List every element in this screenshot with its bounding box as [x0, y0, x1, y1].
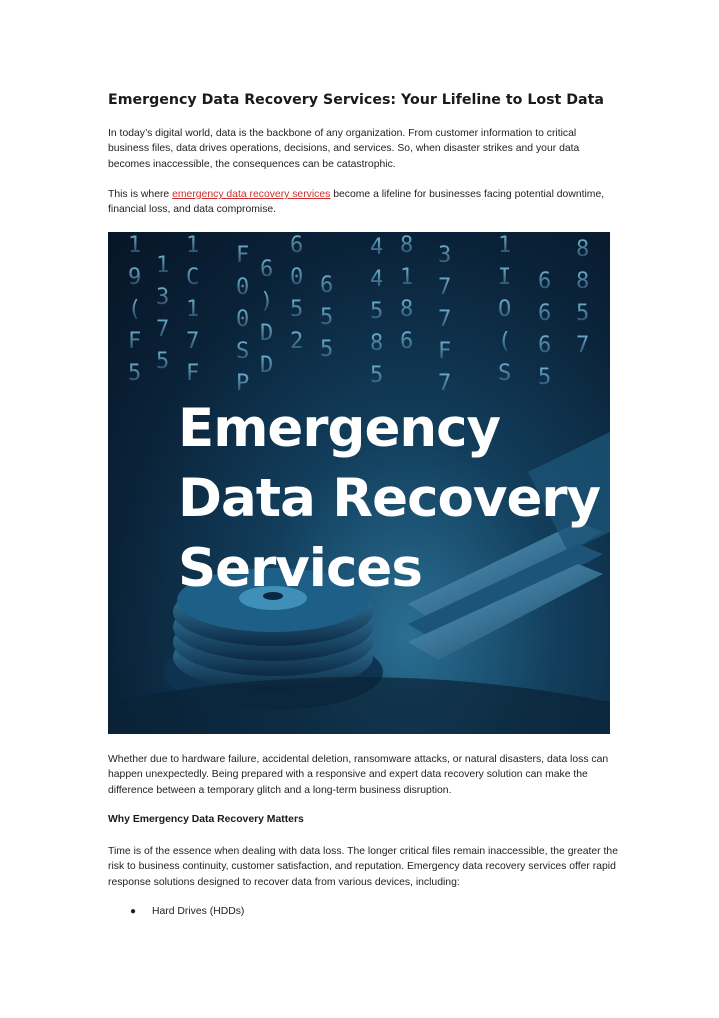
svg-text:7: 7 — [438, 371, 452, 396]
page-title: Emergency Data Recovery Services: Your Lifeline to Lost Data — [108, 92, 604, 108]
svg-text:5: 5 — [370, 363, 384, 388]
binary-rain-decoration — [128, 233, 589, 396]
svg-text:9: 9 — [128, 265, 142, 290]
svg-text:8: 8 — [400, 297, 414, 322]
svg-text:5: 5 — [538, 365, 552, 390]
svg-text:0: 0 — [290, 265, 304, 290]
hero-line-1: Emergency — [178, 398, 501, 459]
svg-text:6: 6 — [400, 329, 414, 354]
device-list — [108, 904, 608, 919]
svg-text:1: 1 — [156, 253, 170, 278]
lifeline-paragraph — [108, 187, 620, 218]
svg-text:0: 0 — [236, 275, 250, 300]
svg-text:D: D — [260, 321, 274, 346]
svg-text:6: 6 — [538, 301, 552, 326]
svg-text:2: 2 — [290, 329, 304, 354]
svg-text:4: 4 — [370, 235, 384, 260]
svg-text:F: F — [236, 243, 250, 268]
hero-line-3: Services — [178, 538, 422, 599]
svg-text:8: 8 — [400, 233, 414, 258]
svg-text:(: ( — [128, 297, 142, 322]
svg-text:F: F — [186, 361, 200, 386]
svg-text:I: I — [498, 265, 512, 290]
whether-paragraph: Whether due to hardware failure, accidental deletion, ransomware attacks, or natural disasters, data loss can happen unexpectedly. Being prepared with a responsive and expert data recovery solution can make the difference between a temporary glitch and a long-term business disruption. — [108, 754, 609, 796]
svg-text:1: 1 — [128, 233, 142, 258]
svg-text:1: 1 — [186, 233, 200, 258]
svg-text:8: 8 — [576, 237, 590, 262]
svg-text:6: 6 — [538, 333, 552, 358]
svg-text:1: 1 — [186, 297, 200, 322]
svg-text:5: 5 — [576, 301, 590, 326]
svg-text:): ) — [260, 289, 274, 314]
svg-text:1: 1 — [400, 265, 414, 290]
svg-text:0: 0 — [236, 307, 250, 332]
svg-text:6: 6 — [290, 233, 304, 258]
lifeline-text-before: This is where — [108, 189, 173, 200]
svg-text:C: C — [186, 265, 200, 290]
svg-text:6: 6 — [260, 257, 274, 282]
hero-image — [108, 232, 610, 734]
svg-text:5: 5 — [156, 349, 170, 374]
lifeline-text-after: become a lifeline for businesses facing potential downtime, financial loss, and data compromise. — [108, 189, 605, 216]
svg-text:S: S — [498, 361, 512, 386]
svg-text:8: 8 — [370, 331, 384, 356]
svg-text:1: 1 — [498, 233, 512, 258]
list-item-label: Hard Drives (HDDs) — [152, 906, 245, 917]
emergency-services-link[interactable]: emergency data recovery services — [172, 189, 331, 200]
svg-text:7: 7 — [576, 333, 590, 358]
svg-text:(: ( — [498, 329, 512, 354]
svg-text:5: 5 — [320, 305, 334, 330]
svg-text:5: 5 — [320, 337, 334, 362]
list-item — [108, 904, 608, 919]
svg-text:F: F — [438, 339, 452, 364]
svg-text:6: 6 — [320, 273, 334, 298]
svg-text:7: 7 — [156, 317, 170, 342]
svg-text:3: 3 — [438, 243, 452, 268]
section-heading: Why Emergency Data Recovery Matters — [108, 814, 304, 825]
svg-text:4: 4 — [370, 267, 384, 292]
svg-text:8: 8 — [576, 269, 590, 294]
svg-text:F: F — [128, 329, 142, 354]
svg-text:5: 5 — [370, 299, 384, 324]
svg-text:6: 6 — [538, 269, 552, 294]
svg-text:5: 5 — [290, 297, 304, 322]
svg-text:3: 3 — [156, 285, 170, 310]
svg-text:S: S — [236, 339, 250, 364]
svg-text:5: 5 — [128, 361, 142, 386]
intro-paragraph: In today’s digital world, data is the backbone of any organization. From customer information to critical business files, data drives operations, decisions, and services. So, when disaster strikes and your data becomes inaccessible, the consequences can be catastrophic. — [108, 128, 580, 170]
svg-text:7: 7 — [438, 307, 452, 332]
bullet-icon: ● — [130, 906, 137, 917]
svg-text:D: D — [260, 353, 274, 378]
hero-line-2: Data Recovery — [178, 468, 601, 529]
time-paragraph: Time is of the essence when dealing with data loss. The longer critical files remain inaccessible, the greater the risk to business continuity, customer satisfaction, and reputation. Emergency data recovery services offer rapid response solutions designed to recover data from various devices, including: — [108, 846, 618, 888]
svg-text:7: 7 — [438, 275, 452, 300]
svg-text:7: 7 — [186, 329, 200, 354]
svg-text:O: O — [498, 297, 512, 322]
svg-text:P: P — [236, 371, 250, 396]
hero-caption — [178, 394, 608, 604]
